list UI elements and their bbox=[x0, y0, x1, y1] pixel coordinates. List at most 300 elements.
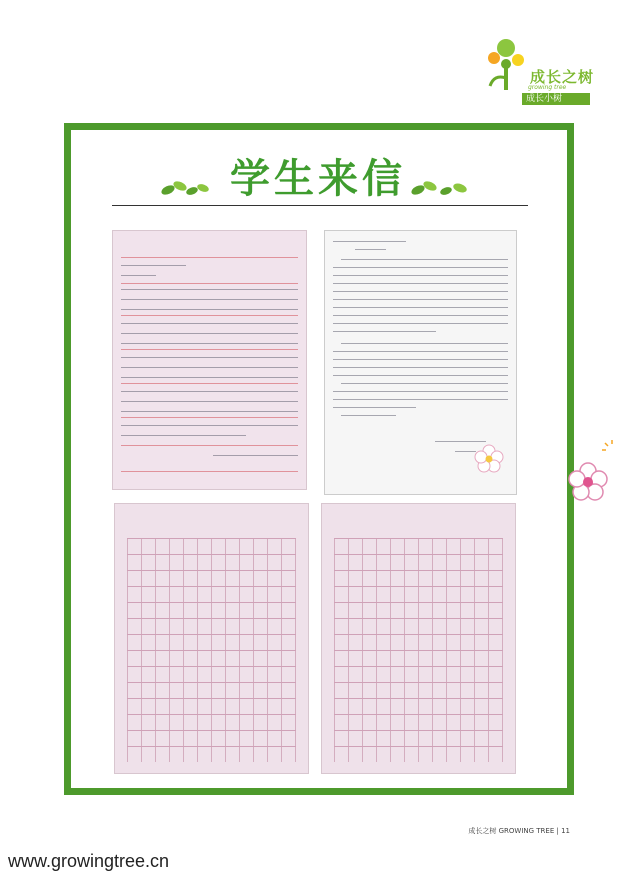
grid-cell-line bbox=[362, 571, 363, 586]
grid-cell-line bbox=[141, 731, 142, 746]
grid-cell-line bbox=[141, 667, 142, 682]
grid-cell-line bbox=[281, 731, 282, 746]
grid-cell-line bbox=[239, 587, 240, 602]
grid-cell-line bbox=[390, 731, 391, 746]
grid-cell-line bbox=[460, 651, 461, 666]
grid-cell-line bbox=[376, 555, 377, 570]
grid-cell-line bbox=[253, 651, 254, 666]
grid-cell-line bbox=[432, 571, 433, 586]
grid-cell-line bbox=[155, 731, 156, 746]
grid-cell-line bbox=[404, 619, 405, 634]
grid-cell-line bbox=[404, 555, 405, 570]
grid-row bbox=[334, 602, 503, 618]
grid-row bbox=[127, 714, 296, 730]
grid-cell-line bbox=[141, 555, 142, 570]
grid-cell-line bbox=[418, 683, 419, 698]
grid-cell-line bbox=[253, 571, 254, 586]
grid-cell-line bbox=[211, 683, 212, 698]
section-tag: 成长小树 bbox=[522, 93, 590, 105]
grid-cell-line bbox=[281, 715, 282, 730]
grid-cell-line bbox=[281, 747, 282, 762]
grid-cell-line bbox=[376, 587, 377, 602]
grid-cell-line bbox=[418, 635, 419, 650]
grid-cell-line bbox=[197, 731, 198, 746]
grid-cell-line bbox=[446, 699, 447, 714]
grid-cell-line bbox=[404, 667, 405, 682]
grid-cell-line bbox=[155, 747, 156, 762]
grid-cell-line bbox=[155, 555, 156, 570]
grid-cell-line bbox=[362, 731, 363, 746]
grid-cell-line bbox=[460, 619, 461, 634]
grid-cell-line bbox=[376, 539, 377, 554]
grid-cell-line bbox=[211, 619, 212, 634]
grid-cell-line bbox=[155, 683, 156, 698]
grid-cell-line bbox=[404, 651, 405, 666]
grid-cell-line bbox=[211, 603, 212, 618]
grid-cell-line bbox=[446, 667, 447, 682]
grid-cell-line bbox=[362, 603, 363, 618]
grid-cell-line bbox=[141, 539, 142, 554]
grid-cell-line bbox=[253, 603, 254, 618]
grid-cell-line bbox=[295, 699, 296, 714]
grid-cell-line bbox=[348, 571, 349, 586]
grid-cell-line bbox=[197, 587, 198, 602]
grid-cell-line bbox=[432, 699, 433, 714]
grid-cell-line bbox=[446, 587, 447, 602]
grid-cell-line bbox=[267, 619, 268, 634]
grid-cell-line bbox=[488, 683, 489, 698]
grid-cell-line bbox=[488, 635, 489, 650]
grid-cell-line bbox=[281, 619, 282, 634]
grid-row bbox=[334, 650, 503, 666]
brand-title: 成长之树 bbox=[530, 68, 595, 86]
grid-cell-line bbox=[502, 731, 503, 746]
grid-cell-line bbox=[155, 571, 156, 586]
grid-cell-line bbox=[334, 539, 335, 554]
grid-cell-line bbox=[225, 587, 226, 602]
grid-row bbox=[127, 634, 296, 650]
grid-cell-line bbox=[460, 571, 461, 586]
grid-row bbox=[127, 554, 296, 570]
grid-cell-line bbox=[225, 683, 226, 698]
grid-cell-line bbox=[155, 603, 156, 618]
grid-cell-line bbox=[225, 747, 226, 762]
grid-cell-line bbox=[362, 667, 363, 682]
grid-cell-line bbox=[348, 555, 349, 570]
grid-cell-line bbox=[390, 699, 391, 714]
grid-cell-line bbox=[183, 651, 184, 666]
grid-cell-line bbox=[211, 747, 212, 762]
grid-cell-line bbox=[295, 635, 296, 650]
grid-row bbox=[127, 618, 296, 634]
grid-cell-line bbox=[376, 651, 377, 666]
grid-cell-line bbox=[404, 539, 405, 554]
grid-cell-line bbox=[376, 731, 377, 746]
grid-row bbox=[127, 730, 296, 746]
grid-cell-line bbox=[418, 571, 419, 586]
grid-cell-line bbox=[197, 539, 198, 554]
grid-cell-line bbox=[488, 619, 489, 634]
grid-cell-line bbox=[253, 667, 254, 682]
grid-cell-line bbox=[183, 715, 184, 730]
grid-cell-line bbox=[183, 619, 184, 634]
grid-cell-line bbox=[390, 651, 391, 666]
grid-cell-line bbox=[502, 603, 503, 618]
grid-cell-line bbox=[376, 635, 377, 650]
grid-cell-line bbox=[474, 571, 475, 586]
grid-cell-line bbox=[460, 539, 461, 554]
grid-cell-line bbox=[281, 539, 282, 554]
grid-cell-line bbox=[253, 635, 254, 650]
grid-cell-line bbox=[253, 619, 254, 634]
grid-cell-line bbox=[127, 555, 128, 570]
grid-cell-line bbox=[334, 571, 335, 586]
grid-cell-line bbox=[281, 683, 282, 698]
grid-cell-line bbox=[502, 555, 503, 570]
grid-cell-line bbox=[446, 619, 447, 634]
grid-cell-line bbox=[169, 539, 170, 554]
grid-cell-line bbox=[474, 715, 475, 730]
grid-cell-line bbox=[225, 619, 226, 634]
grid-cell-line bbox=[127, 731, 128, 746]
grid-cell-line bbox=[334, 667, 335, 682]
grid-cell-line bbox=[267, 667, 268, 682]
letter-image-4 bbox=[322, 504, 515, 773]
grid-cell-line bbox=[183, 587, 184, 602]
grid-cell-line bbox=[197, 603, 198, 618]
grid-cell-line bbox=[446, 539, 447, 554]
grid-cell-line bbox=[488, 747, 489, 762]
grid-row bbox=[334, 554, 503, 570]
grid-cell-line bbox=[348, 731, 349, 746]
grid-cell-line bbox=[281, 603, 282, 618]
grid-cell-line bbox=[334, 699, 335, 714]
grid-cell-line bbox=[474, 731, 475, 746]
grid-cell-line bbox=[334, 603, 335, 618]
grid-cell-line bbox=[474, 555, 475, 570]
grid-cell-line bbox=[488, 667, 489, 682]
grid-cell-line bbox=[169, 555, 170, 570]
grid-cell-line bbox=[474, 603, 475, 618]
grid-cell-line bbox=[281, 651, 282, 666]
grid-cell-line bbox=[197, 683, 198, 698]
grid-cell-line bbox=[183, 539, 184, 554]
grid-cell-line bbox=[239, 747, 240, 762]
grid-cell-line bbox=[362, 747, 363, 762]
grid-cell-line bbox=[169, 603, 170, 618]
grid-cell-line bbox=[211, 731, 212, 746]
grid-cell-line bbox=[239, 619, 240, 634]
grid-cell-line bbox=[253, 699, 254, 714]
grid-cell-line bbox=[267, 571, 268, 586]
grid-cell-line bbox=[502, 587, 503, 602]
grid-cell-line bbox=[141, 747, 142, 762]
flower-icon bbox=[474, 444, 504, 474]
grid-cell-line bbox=[348, 603, 349, 618]
grid-cell-line bbox=[225, 651, 226, 666]
grid-cell-line bbox=[225, 635, 226, 650]
grid-cell-line bbox=[376, 699, 377, 714]
grid-cell-line bbox=[446, 635, 447, 650]
grid-cell-line bbox=[295, 715, 296, 730]
grid-cell-line bbox=[418, 587, 419, 602]
grid-cell-line bbox=[502, 715, 503, 730]
grid-cell-line bbox=[239, 635, 240, 650]
grid-cell-line bbox=[432, 651, 433, 666]
grid-cell-line bbox=[432, 635, 433, 650]
grid-cell-line bbox=[376, 619, 377, 634]
grid-cell-line bbox=[239, 571, 240, 586]
grid-cell-line bbox=[502, 619, 503, 634]
grid-cell-line bbox=[169, 587, 170, 602]
grid-cell-line bbox=[225, 667, 226, 682]
grid-cell-line bbox=[183, 699, 184, 714]
grid-cell-line bbox=[211, 539, 212, 554]
grid-cell-line bbox=[253, 555, 254, 570]
grid-cell-line bbox=[348, 587, 349, 602]
grid-cell-line bbox=[225, 539, 226, 554]
grid-cell-line bbox=[211, 715, 212, 730]
grid-cell-line bbox=[390, 539, 391, 554]
grid-cell-line bbox=[334, 731, 335, 746]
grid-cell-line bbox=[141, 587, 142, 602]
grid-row bbox=[334, 682, 503, 698]
grid-cell-line bbox=[460, 731, 461, 746]
grid-cell-line bbox=[169, 619, 170, 634]
grid-cell-line bbox=[141, 635, 142, 650]
grid-cell-line bbox=[348, 651, 349, 666]
grid-cell-line bbox=[281, 571, 282, 586]
grid-cell-line bbox=[253, 715, 254, 730]
grid-row bbox=[127, 698, 296, 714]
grid-cell-line bbox=[432, 539, 433, 554]
grid-cell-line bbox=[295, 683, 296, 698]
grid-row bbox=[334, 698, 503, 714]
grid-row bbox=[127, 650, 296, 666]
grid-cell-line bbox=[348, 619, 349, 634]
grid-cell-line bbox=[376, 603, 377, 618]
headline-divider bbox=[112, 205, 528, 206]
grid-cell-line bbox=[127, 699, 128, 714]
grid-cell-line bbox=[488, 539, 489, 554]
grid-cell-line bbox=[127, 539, 128, 554]
grid-row bbox=[334, 666, 503, 682]
grid-cell-line bbox=[253, 587, 254, 602]
grid-cell-line bbox=[281, 587, 282, 602]
grid-cell-line bbox=[239, 555, 240, 570]
grid-cell-line bbox=[446, 683, 447, 698]
grid-cell-line bbox=[432, 603, 433, 618]
grid-cell-line bbox=[390, 635, 391, 650]
grid-cell-line bbox=[211, 571, 212, 586]
grid-cell-line bbox=[460, 603, 461, 618]
grid-cell-line bbox=[253, 747, 254, 762]
grid-cell-line bbox=[127, 667, 128, 682]
grid-cell-line bbox=[362, 683, 363, 698]
grid-cell-line bbox=[474, 635, 475, 650]
grid-cell-line bbox=[334, 651, 335, 666]
grid-cell-line bbox=[155, 651, 156, 666]
grid-cell-line bbox=[474, 619, 475, 634]
grid-cell-line bbox=[295, 555, 296, 570]
grid-cell-line bbox=[127, 603, 128, 618]
grid-cell-line bbox=[225, 699, 226, 714]
grid-cell-line bbox=[460, 747, 461, 762]
grid-row bbox=[334, 634, 503, 650]
grid-cell-line bbox=[348, 539, 349, 554]
website-url[interactable]: www.growingtree.cn bbox=[8, 851, 170, 871]
grid-cell-line bbox=[183, 555, 184, 570]
grid-cell-line bbox=[334, 587, 335, 602]
grid-cell-line bbox=[197, 651, 198, 666]
grid-cell-line bbox=[169, 731, 170, 746]
grid-cell-line bbox=[348, 635, 349, 650]
grid-cell-line bbox=[488, 731, 489, 746]
grid-cell-line bbox=[127, 747, 128, 762]
grid-cell-line bbox=[348, 715, 349, 730]
grid-cell-line bbox=[404, 587, 405, 602]
grid-cell-line bbox=[141, 571, 142, 586]
grid-row bbox=[334, 714, 503, 730]
grid-cell-line bbox=[197, 635, 198, 650]
grid-cell-line bbox=[390, 571, 391, 586]
grid-cell-line bbox=[376, 715, 377, 730]
grid-cell-line bbox=[488, 571, 489, 586]
grid-cell-line bbox=[460, 587, 461, 602]
grid-cell-line bbox=[488, 715, 489, 730]
grid-cell-line bbox=[390, 747, 391, 762]
grid-cell-line bbox=[295, 603, 296, 618]
grid-cell-line bbox=[267, 555, 268, 570]
grid-cell-line bbox=[197, 747, 198, 762]
grid-cell-line bbox=[267, 651, 268, 666]
grid-cell-line bbox=[295, 747, 296, 762]
grid-cell-line bbox=[446, 651, 447, 666]
grid-cell-line bbox=[334, 635, 335, 650]
grid-cell-line bbox=[474, 747, 475, 762]
grid-cell-line bbox=[281, 555, 282, 570]
grid-cell-line bbox=[169, 699, 170, 714]
grid-cell-line bbox=[239, 699, 240, 714]
grid-cell-line bbox=[155, 619, 156, 634]
grid-cell-line bbox=[502, 635, 503, 650]
grid-cell-line bbox=[418, 651, 419, 666]
grid-cell-line bbox=[267, 747, 268, 762]
grid-cell-line bbox=[225, 555, 226, 570]
grid-row bbox=[334, 730, 503, 746]
grid-cell-line bbox=[432, 619, 433, 634]
grid-cell-line bbox=[127, 651, 128, 666]
grid-cell-line bbox=[155, 587, 156, 602]
grid-cell-line bbox=[127, 683, 128, 698]
grid-cell-line bbox=[169, 683, 170, 698]
grid-cell-line bbox=[267, 731, 268, 746]
grid-row bbox=[127, 682, 296, 698]
grid-cell-line bbox=[432, 683, 433, 698]
grid-cell-line bbox=[460, 715, 461, 730]
grid-cell-line bbox=[239, 603, 240, 618]
grid-cell-line bbox=[183, 667, 184, 682]
grid-cell-line bbox=[239, 539, 240, 554]
grid-cell-line bbox=[127, 619, 128, 634]
grid-cell-line bbox=[295, 539, 296, 554]
grid-cell-line bbox=[474, 539, 475, 554]
grid-cell-line bbox=[502, 747, 503, 762]
grid-row bbox=[127, 746, 296, 762]
grid-cell-line bbox=[404, 603, 405, 618]
spark-decoration-icon bbox=[602, 440, 622, 460]
grid-cell-line bbox=[169, 747, 170, 762]
grid-cell-line bbox=[390, 587, 391, 602]
grid-row bbox=[127, 570, 296, 586]
grid-cell-line bbox=[418, 539, 419, 554]
grid-cell-line bbox=[362, 699, 363, 714]
grid-cell-line bbox=[334, 555, 335, 570]
grid-cell-line bbox=[155, 699, 156, 714]
grid-cell-line bbox=[362, 619, 363, 634]
grid-cell-line bbox=[418, 699, 419, 714]
grid-cell-line bbox=[362, 651, 363, 666]
grid-cell-line bbox=[446, 715, 447, 730]
grid-cell-line bbox=[376, 667, 377, 682]
grid-cell-line bbox=[141, 683, 142, 698]
grid-cell-line bbox=[197, 699, 198, 714]
grid-cell-line bbox=[295, 587, 296, 602]
grid-cell-line bbox=[225, 603, 226, 618]
grid-cell-line bbox=[418, 715, 419, 730]
grid-cell-line bbox=[432, 555, 433, 570]
grid-cell-line bbox=[418, 667, 419, 682]
grid-cell-line bbox=[155, 539, 156, 554]
letter-image-1 bbox=[113, 231, 306, 489]
letter-image-3 bbox=[115, 504, 308, 773]
grid-cell-line bbox=[404, 715, 405, 730]
grid-cell-line bbox=[446, 731, 447, 746]
grid-cell-line bbox=[141, 715, 142, 730]
grid-cell-line bbox=[127, 635, 128, 650]
grid-cell-line bbox=[197, 571, 198, 586]
grid-cell-line bbox=[267, 715, 268, 730]
sprout-left-icon bbox=[160, 176, 210, 200]
grid-cell-line bbox=[432, 667, 433, 682]
grid-cell-line bbox=[376, 683, 377, 698]
grid-cell-line bbox=[267, 635, 268, 650]
grid-cell-line bbox=[155, 635, 156, 650]
grid-cell-line bbox=[141, 699, 142, 714]
grid-cell-line bbox=[295, 571, 296, 586]
grid-cell-line bbox=[474, 699, 475, 714]
grid-cell-line bbox=[390, 667, 391, 682]
grid-cell-line bbox=[418, 731, 419, 746]
grid-cell-line bbox=[460, 683, 461, 698]
grid-cell-line bbox=[502, 667, 503, 682]
grid-cell-line bbox=[239, 667, 240, 682]
grid-cell-line bbox=[225, 715, 226, 730]
grid-cell-line bbox=[418, 555, 419, 570]
page-headline: 学生来信 bbox=[230, 156, 406, 202]
grid-cell-line bbox=[169, 571, 170, 586]
grid-cell-line bbox=[127, 571, 128, 586]
grid-cell-line bbox=[295, 667, 296, 682]
grid-cell-line bbox=[376, 747, 377, 762]
grid-cell-line bbox=[197, 555, 198, 570]
grid-cell-line bbox=[183, 603, 184, 618]
grid-cell-line bbox=[267, 699, 268, 714]
grid-cell-line bbox=[197, 667, 198, 682]
grid-cell-line bbox=[390, 683, 391, 698]
grid-cell-line bbox=[183, 747, 184, 762]
grid-cell-line bbox=[169, 667, 170, 682]
